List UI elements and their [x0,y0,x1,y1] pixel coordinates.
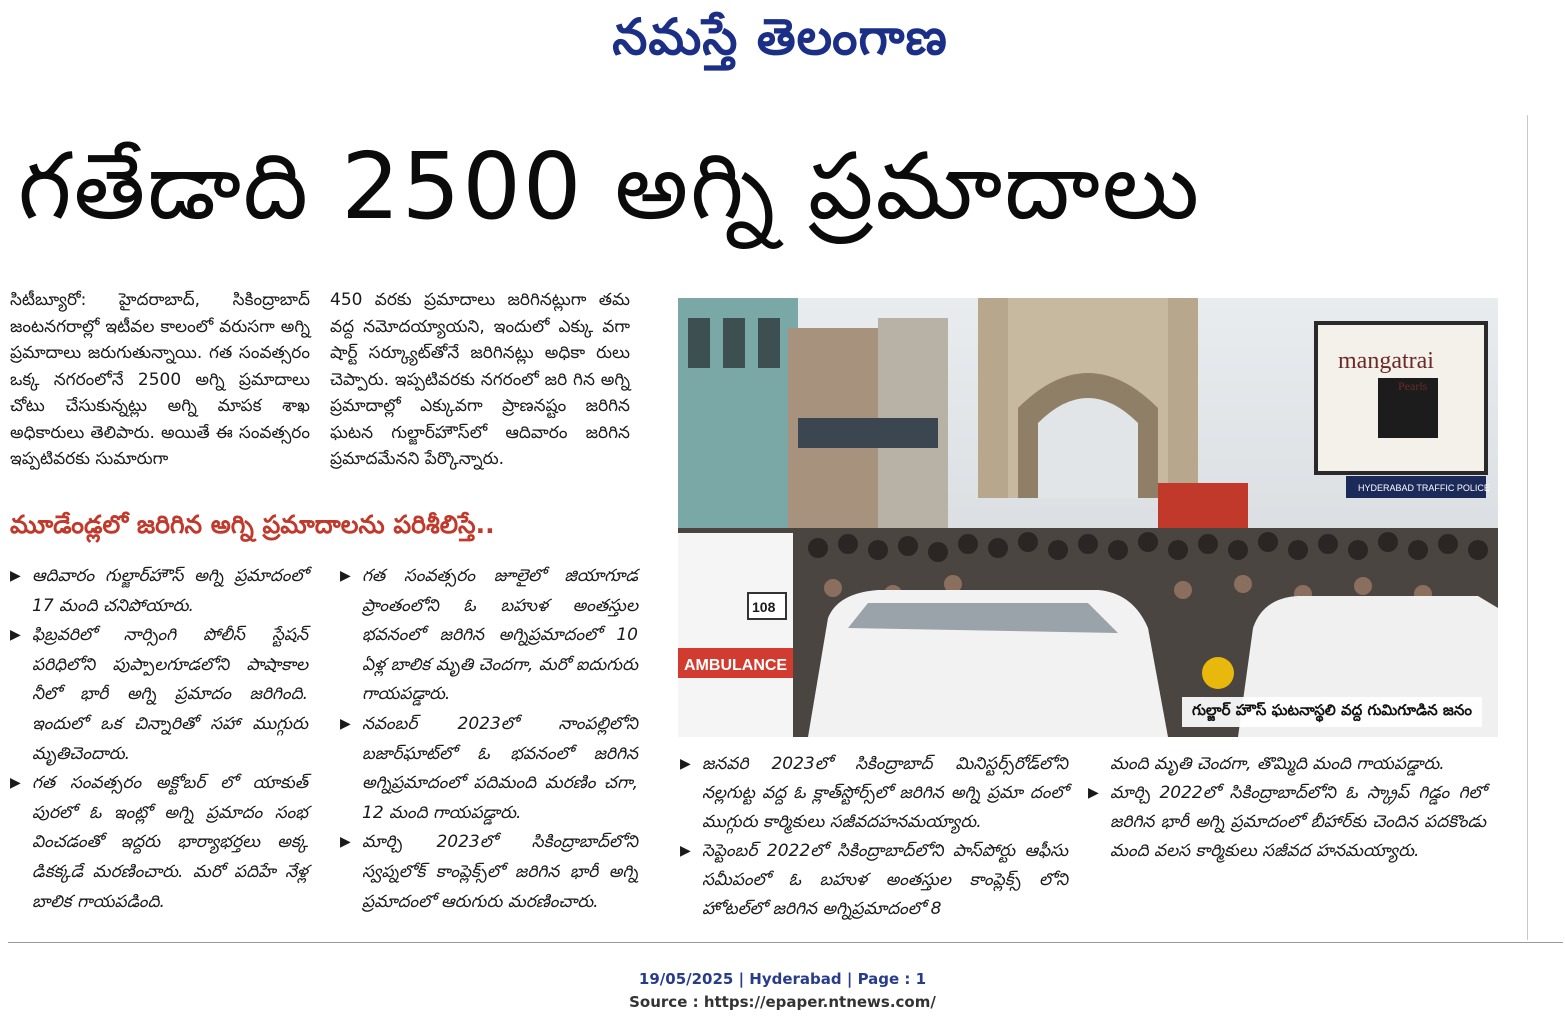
intro-column-1: సిటీబ్యూరో: హైదరాబాద్, సికింద్రాబాద్ జంటనగరాల్లో ఇటీవల కాలంలో వరుసగా అగ్ని ప్రమాదాలు జరుగుతున్నాయి. గత సంవత్సరం ఒక్క నగరంలోనే 2500 అగ్ని ప్రమాదాలు చోటు చేసుకున్నట్లు అగ్ని మాపక శాఖ అధికారులు తెలిపారు. అయితే ఈ సంవత్సరం ఇప్పటివరకు సుమారుగా [10,290,310,469]
bullet-icon: ▶ [1088,785,1099,801]
list-item: ▶ నవంబర్ 2023లో నాంపల్లిలోని బజార్‌ఘాట్‌లో ఓ భవనంలో జరిగిన అగ్నిప్రమాదంలో పదిమంది మరణిం చగా, 12 మంది గాయపడ్డారు. [338,710,638,828]
sign-ambulance: AMBULANCE [684,657,788,674]
footer-divider [8,942,1563,943]
sign-108: 108 [752,599,776,615]
footer-source-line: Source : https://epaper.ntnews.com/ [629,993,936,1011]
subheading: మూడేండ్లలో జరిగిన అగ్ని ప్రమాదాలను పరిశీలిస్తే.. [10,510,495,539]
bullet-icon: ▶ [680,756,691,772]
bullet-icon: ▶ [10,568,21,584]
bullet-icon: ▶ [340,568,351,584]
news-photo [678,298,1498,737]
footer-date-line: 19/05/2025 | Hyderabad | Page : 1 [638,970,927,988]
bullet-icon: ▶ [10,775,21,792]
column-rule [1527,115,1528,940]
bullet-icon: ▶ [340,834,351,851]
list-item: ▶ జనవరి 2023లో సికింద్రాబాద్ మినిస్టర్స్‌రోడ్‌లోని నల్లగుట్ట వద్ద ఓ క్లాత్‌స్టోర్స్‌లో జరిగిన అగ్ని ప్రమా దంలో ముగ్గురు కార్మికులు సజీవదహనమయ్యారు. [678,750,1068,837]
bullet-icon: ▶ [10,627,21,644]
bullet-list-4 [1086,750,1486,866]
sign-sub: Pearls [1398,379,1428,393]
sign-brand: mangatrai [1338,348,1434,374]
bullet-icon: ▶ [680,843,691,859]
masthead-title: నమస్తే తెలంగాణ [612,7,948,66]
bullet-icon: ▶ [340,715,351,732]
bullet-list-2 [338,562,638,917]
bullet-list-3 [678,750,1068,924]
intro-column-2: 450 వరకు ప్రమాదాలు జరిగినట్లుగా తమ వద్ద నమోదయ్యాయని, ఇందులో ఎక్కు వగా షార్ట్ సర్క్యూట్‌తోనే జరిగినట్లు అధికా రులు చెప్పారు. ఇప్పటివరకు నగరంలో జరి గిన అగ్ని ప్రమాదాల్లో ఎక్కువగా ప్రాణనష్టం జరిగిన ఘటన గుల్జార్‌హౌస్‌లో ఆదివారం జరిగిన ప్రమాదమేనని పేర్కొన్నారు. [330,290,630,469]
list-item: ▶ ఫిబ్రవరిలో నార్సింగి పోలీస్ స్టేషన్ పరిధిలోని పుప్పాలగూడలోని పాషాకాల నీలో భారీ అగ్ని ప్రమాదం జరిగింది. ఇందులో ఒక చిన్నారితో సహా ముగ్గురు మృతిచెందారు. [8,621,308,769]
sign-traffic: HYDERABAD TRAFFIC POLICE [1358,483,1490,493]
list-item: ▶ ఆదివారం గుల్జార్‌హౌస్ అగ్ని ప్రమాదంలో 17 మంది చనిపోయారు. [8,562,308,621]
list-item: ▶ గత సంవత్సరం అక్టోబర్ లో యాకుత్ పురలో ఓ ఇంట్లో అగ్ని ప్రమాదం సంభ వించడంతో ఇద్దరు భార్యాభర్తలు అక్క డికక్కడే మరణించారు. మరో పదిహే నేళ్ల బాలిక గాయపడింది. [8,769,308,917]
list-item: ▶ గత సంవత్సరం జూలైలో జియాగూడ ప్రాంతంలోని ఓ బహుళ అంతస్తుల భవనంలో జరిగిన అగ్నిప్రమాదంలో 10 ఏళ్ల బాలిక మృతి చెందగా, మరో ఐదుగురు గాయపడ్డారు. [338,562,638,710]
bullet-list-1 [8,562,308,917]
photo-caption: గుల్జార్ హౌస్ ఘటనాస్థలి వద్ద గుమిగూడిన జనం [1182,697,1482,727]
headline: గతేడాది 2500 అగ్ని ప్రమాదాలు [18,133,1202,240]
list-item: ▶ మార్చి 2022లో సికింద్రాబాద్‌లోని ఓ స్క్రాప్ గిడ్డం గిలో జరిగిన భారీ అగ్ని ప్రమాదంలో బీహార్‌కు చెందిన పదకొండు మంది వలస కార్మికులు సజీవద హనమయ్యారు. [1086,779,1486,866]
list-item: ▶ సెప్టెంబర్ 2022లో సికింద్రాబాద్‌లోని పాస్‌పోర్టు ఆఫీసు సమీపంలో ఓ బహుళ అంతస్తుల కాంప్లెక్స్ లోని హోటల్‌లో జరిగిన అగ్నిప్రమాదంలో 8 [678,837,1068,924]
list-item-continued: మంది మృతి చెందగా, తొమ్మిది మంది గాయపడ్డారు. [1110,754,1445,774]
photo-illustration [678,298,1498,737]
list-item: ▶ మార్చి 2023లో సికింద్రాబాద్‌లోని స్వప్నలోక్ కాంప్లెక్స్‌లో జరిగిన భారీ అగ్ని ప్రమాదంలో ఆరుగురు మరణించారు. [338,828,638,917]
